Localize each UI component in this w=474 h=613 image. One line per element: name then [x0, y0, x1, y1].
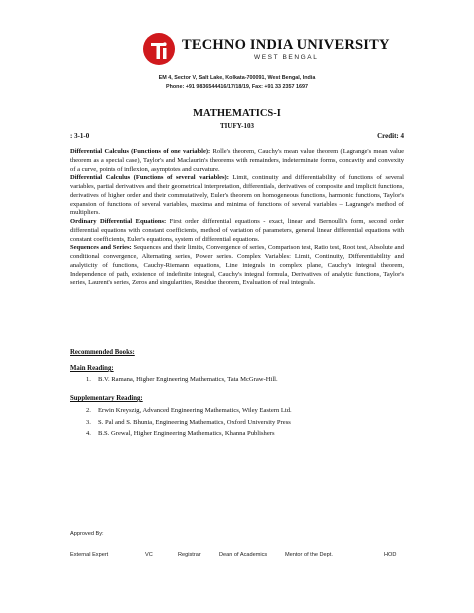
syllabus-body [70, 148, 404, 288]
university-name: TECHNO INDIA UNIVERSITY [182, 37, 390, 53]
recommended-books-heading: Recommended Books: [70, 349, 135, 356]
signatory-dean-of-academics: Dean of Academics [219, 552, 268, 558]
university-logo-icon [142, 32, 176, 66]
main-reading-list [86, 374, 406, 386]
topic-heading: Ordinary Differential Equations: [70, 218, 167, 225]
book-number: 3. [86, 418, 91, 426]
course-credit: Credit: 4 [377, 132, 404, 140]
topic-heading: Sequences and Series: [70, 244, 132, 252]
syllabus-paragraph [70, 244, 404, 288]
book-item [86, 374, 406, 386]
university-address [0, 74, 474, 92]
topic-heading: Differential Calculus (Functions of several variables): [70, 174, 229, 182]
university-subtitle: WEST BENGAL [254, 54, 319, 61]
signatory-mentor: Mentor of the Dept. [285, 552, 333, 558]
topic-text: First order differential equations - exact, linear and Bernoulli's form, second order differential equations with constant coefficients, method of variation of parameters, general linear differential equations with constant coefficients, Euler's equations, system of differential equations. [70, 218, 404, 243]
book-title: Erwin Kreyszig, Advanced Engineering Mathematics, Wiley Eastern Ltd. [98, 407, 292, 414]
topic-text: Limit, continuity and differentiability of functions of several variables, partial derivatives and their geometrical interpretation, differentials, derivatives of composite and implicit functions, derivatives of higher order and their commutatively, Euler's theorem on homogeneous functions, harmonic functions, Taylor's expansion of functions of several variables, maxima and minima of functions of several variables – Lagrange's method of multipliers. [70, 174, 404, 217]
course-title: MATHEMATICS-I [193, 108, 281, 119]
main-reading-heading: Main Reading: [70, 365, 114, 372]
lecture-tutorial-practical: : 3-1-0 [70, 132, 90, 140]
book-title: B.S. Grewal, Higher Engineering Mathematics, Khanna Publishers [98, 430, 275, 437]
signatory-external-expert: External Expert [70, 552, 109, 558]
book-title: S. Pal and S. Bhunia, Engineering Mathematics, Oxford University Press [98, 418, 291, 426]
book-number: 1. [86, 376, 91, 383]
supplementary-reading-heading: Supplementary Reading: [70, 395, 143, 402]
contact-line: Phone: +91 9836544416/17/18/19, Fax: +91 33 2357 1697 [165, 84, 309, 90]
topic-heading: Differential Calculus (Functions of one variable): [70, 148, 211, 155]
book-number: 2. [86, 407, 91, 414]
university-header [142, 32, 402, 78]
course-code: TIUFY-103 [220, 122, 254, 130]
address-line: EM 4, Sector V, Salt Lake, Kolkata-700091, West Bengal, India [158, 75, 316, 81]
signatory-vc: VC [145, 552, 153, 558]
signatory-registrar: Registrar [178, 552, 201, 558]
signatory-hod: HOD [384, 552, 397, 558]
book-number: 4. [86, 430, 91, 437]
syllabus-paragraph [70, 174, 404, 218]
topic-text: Rolle's theorem, Cauchy's mean value theorem (Lagrange's mean value theorem as a special case), Taylor's and Maclaurin's theorems with remainders, indeterminate forms, concavity and convexity of a curve, points of inflexion, asymptotes and curvature. [70, 148, 405, 173]
book-item [86, 428, 406, 440]
syllabus-paragraph [70, 218, 404, 244]
book-item [86, 417, 406, 429]
syllabus-paragraph [70, 148, 404, 174]
supplementary-reading-list [86, 405, 406, 440]
book-title: B.V. Ramana, Higher Engineering Mathematics, Tata McGraw-Hill. [98, 376, 278, 383]
topic-text: Sequences and their limits, Convergence of series, Comparison test, Ratio test, Root test, Absolute and conditional convergence, Alternating series, Power series. Complex Variables: Limit, Continuity, Differentiability and analyticity of functions, Cauchy-Riemann equations, Line integrals in complex plane, Cauchy's integral theorem, Independence of path, existence of indefinite integral, Cauchy's integral formula, Derivatives of analytic functions, Taylor's series, Laurent's series, Zeros and singularities, Residue theorem, Evaluation of real integrals. [70, 244, 404, 287]
book-item [86, 405, 406, 417]
approved-by-label: Approved By: [70, 531, 104, 537]
